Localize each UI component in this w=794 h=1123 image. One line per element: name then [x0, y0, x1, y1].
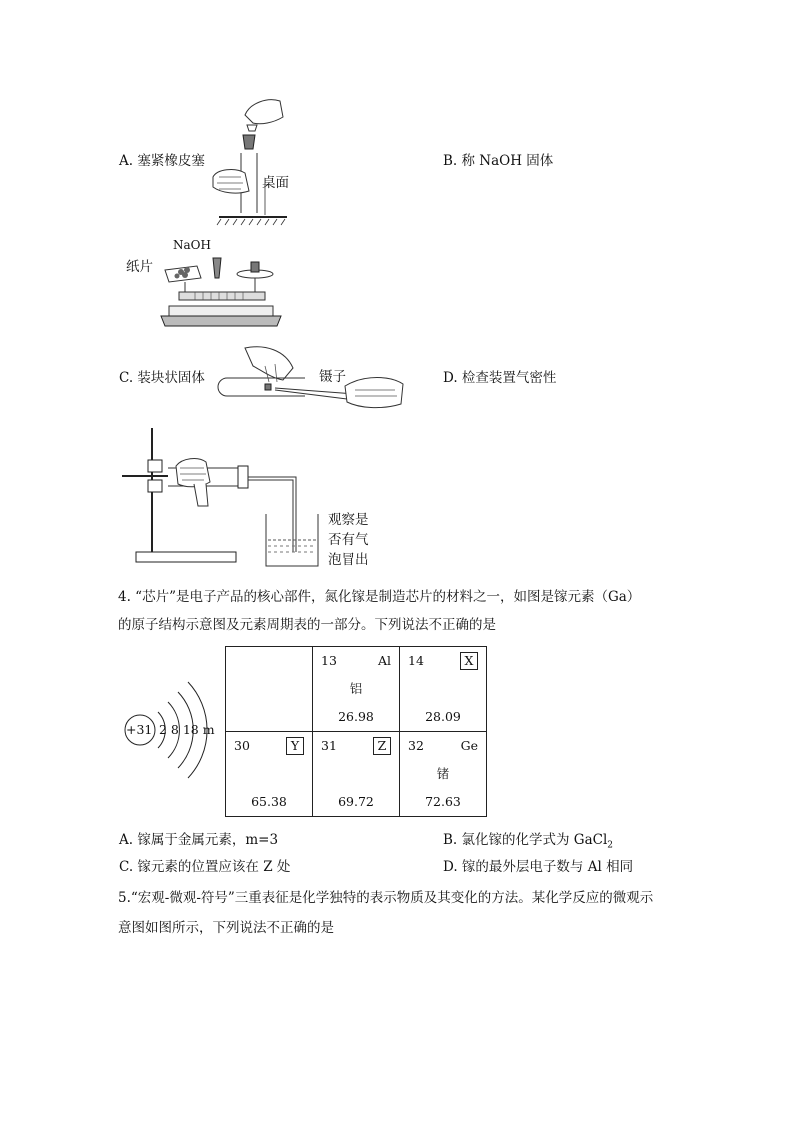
- q4-stem-line1: 4. “芯片”是电子产品的核心部件，氮化镓是制造芯片的材料之一，如图是镓元素（Ga）: [118, 589, 641, 605]
- q4-option-b-subscript: 2: [607, 840, 614, 851]
- element-name: 锗: [436, 766, 450, 781]
- q4-option-d: D. 镓的最外层电子数与 Al 相同: [443, 859, 634, 875]
- atomic-number: 31: [321, 738, 337, 753]
- q5-stem-line2: 意图如图所示，下列说法不正确的是: [118, 920, 334, 936]
- atomic-number: 32: [408, 738, 424, 753]
- atomic-mass: 65.38: [251, 794, 287, 809]
- figure-airtight-check: [118, 422, 328, 570]
- atomic-number: 13: [321, 653, 337, 668]
- atomic-mass: 28.09: [425, 709, 461, 724]
- pt-cell-z: [313, 732, 400, 817]
- figure-stopper-tube: [205, 95, 295, 230]
- element-symbol: Al: [377, 653, 391, 668]
- option-a: A. 塞紧橡皮塞: [119, 153, 205, 169]
- figure-tweezers-tube: [205, 340, 410, 415]
- element-symbol: Ge: [460, 738, 478, 753]
- element-name: 铝: [349, 681, 363, 696]
- option-b: B. 称 NaOH 固体: [443, 153, 554, 169]
- pt-cell-al: [313, 647, 400, 732]
- pt-cell-x: [400, 647, 487, 732]
- pt-cell-y: [226, 732, 313, 817]
- atom-shells: 2 8 18 m: [159, 722, 215, 737]
- periodic-table-fragment: [225, 646, 487, 817]
- atomic-mass: 26.98: [338, 709, 374, 724]
- element-symbol-box: Z: [373, 737, 391, 755]
- atom-nucleus: +31: [126, 722, 153, 737]
- atomic-mass: 69.72: [338, 794, 374, 809]
- fig-d-label-3: 泡冒出: [328, 552, 369, 568]
- element-symbol-box: Y: [286, 737, 304, 755]
- q5-stem-line1: 5.“宏观-微观-符号”三重表征是化学独特的表示物质及其变化的方法。某化学反应的微观示: [118, 890, 654, 906]
- q4-stem-line2: 的原子结构示意图及元素周期表的一部分。下列说法不正确的是: [118, 617, 496, 633]
- fig-b-label-paper: 纸片: [126, 259, 153, 275]
- atomic-mass: 72.63: [425, 794, 461, 809]
- q4-option-a: A. 镓属于金属元素，m=3: [119, 832, 279, 848]
- fig-a-label-table: 桌面: [262, 175, 289, 191]
- fig-d-label-1: 观察是: [328, 512, 369, 528]
- fig-d-label-2: 否有气: [328, 532, 369, 548]
- atomic-number: 30: [234, 738, 250, 753]
- option-c: C. 装块状固体: [119, 370, 205, 386]
- element-symbol-box: X: [460, 652, 478, 670]
- figure-balance: [155, 248, 285, 333]
- fig-b-label-naoh: NaOH: [173, 238, 211, 252]
- pt-cell-ge: [400, 732, 487, 817]
- pt-cell-empty: [226, 647, 313, 732]
- q4-option-b-text: B. 氯化镓的化学式为 GaCl: [443, 832, 608, 848]
- fig-c-label-tweezers: 镊子: [319, 369, 346, 385]
- q4-option-c: C. 镓元素的位置应该在 Z 处: [119, 859, 291, 875]
- atomic-number: 14: [408, 653, 424, 668]
- q4-option-b: [443, 831, 613, 855]
- option-d: D. 检查装置气密性: [443, 370, 557, 386]
